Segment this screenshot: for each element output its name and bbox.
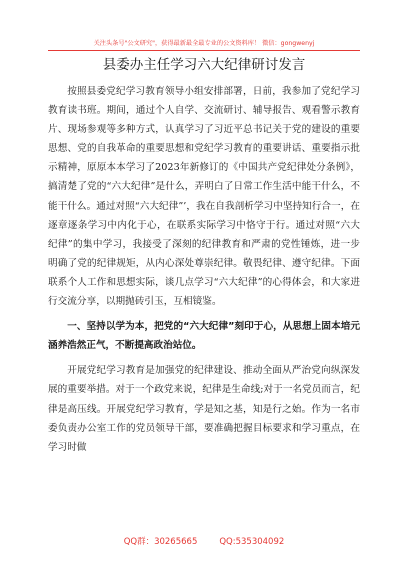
section-paragraph: 开展党纪学习教育是加强党的纪律建设、推动全面从严治党向纵深发展的重要举措。对于一个政党来说，纪律是生命线;对于一名党员而言，纪律是高压线。开展党纪学习教育，学是知之基，知是行之始。作为一名市委负责办公室工作的党员领导干部，要准确把握目标要求和学习重点，在学习时做	[48, 365, 360, 453]
section-heading: 一、坚持以学为本，把党的“六大纪律”刻印于心，从思想上固本培元涵养浩然正气，不断提高政治站位。	[48, 321, 360, 352]
qq-number-text: QQ:535304092	[219, 537, 285, 547]
intro-paragraph: 按照县委党纪学习教育领导小组安排部署，日前，我参加了党纪学习教育读书班。期间，通过个人自学、交流研讨、辅导报告、观看警示教育片、现场参观等多种方式，认真学习了习近平总书记关于党的建设的重要思想、党的自我革命的重要思想和党纪学习教育的重要讲话、重要指示批示精神，原原本本学习了2023年新修订的《中国共产党纪律处分条例》，搞清楚了党的“六大纪律”是什么，弄明白了日常工作生活中能干什么，不能干什么。通过对照“六大纪律”’，我在自我剖析学习中坚持知行合一，在逐章逐条学习中内化于心，在联系实际学习中恪守于行。通过对照“六大纪律”的集中学习，我接受了深刻的纪律教育和严肃的党性锤炼，进一步明确了党的纪律规矩，从内心深处尊崇纪律。敬畏纪律、遵守纪律。下面联系个人工作和思想实际，谈几点学习“六大纪律”的心得体会，和大家进行交流分享，以期抛砖引玉，互相镜鉴。	[48, 86, 360, 308]
document-title: 县委办主任学习六大纪律研讨发言	[102, 57, 306, 73]
qq-group-text: QQ群：30265665	[123, 537, 198, 547]
header-banner: 关注头条号"公文研究"，获得最新最全最专业的公文资料库！ 微信：gongwenyj	[93, 40, 315, 47]
document-body	[48, 82, 360, 457]
header-divider	[48, 50, 360, 51]
footer-contact	[0, 536, 408, 548]
